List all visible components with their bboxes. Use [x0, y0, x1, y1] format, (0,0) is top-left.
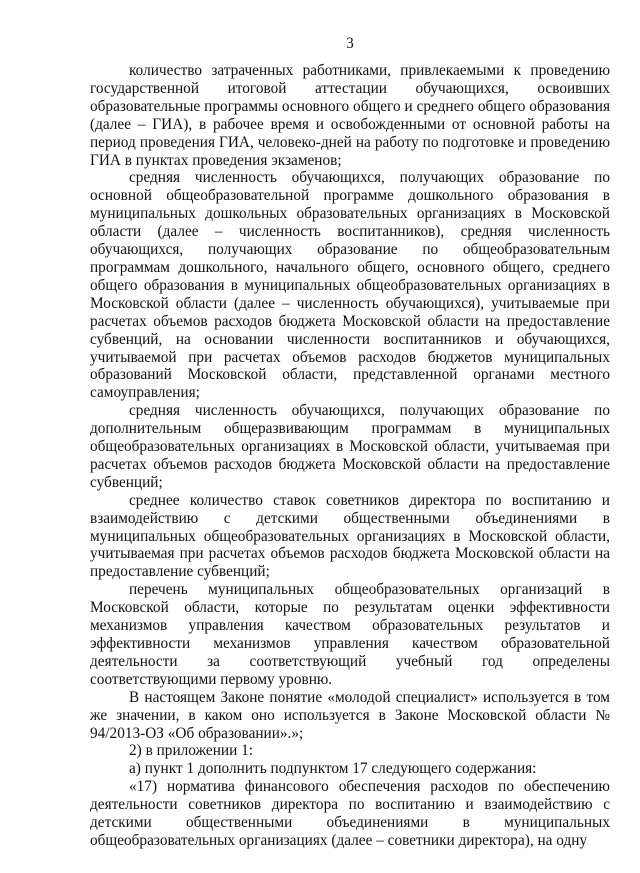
page-number: 3 [346, 35, 354, 52]
paragraph-gia-workdays: количество затраченных работниками, привлекаемыми к проведению государственной итоговой аттестации обучающихся, освоивших образовательные программы основного общего и среднего общего образования (далее – ГИА), в рабочее время и освобожденными от основной работы на период проведения ГИА, человеко-дней на работу по подготовке и проведению ГИА в пунктах проведения экзаменов; [90, 62, 610, 169]
paragraph-average-pupils: средняя численность обучающихся, получающих образование по основной общеобразовательной программе дошкольного образования в муниципальных дошкольных образовательных организациях в Московской области (далее – численность воспитанников), средняя численность обучающихся, получающих образование по общеобразовательным программам дошкольного, начального общего, основного общего, среднего общего образования в муниципальных общеобразовательных организациях в Московской области (далее – численность обучающихся), учитываемые при расчетах объемов расходов бюджета Московской области на предоставление субвенций, на основании численности воспитанников и обучающихся, учитываемой при расчетах объемов расходов бюджетов муниципальных образований Московской области, представленной органами местного самоуправления; [90, 169, 610, 402]
paragraph-additional-programs: средняя численность обучающихся, получающих образование по дополнительным общеразвивающим программам в муниципальных общеобразовательных организациях в Московской области, учитываемая при расчетах объемов расходов бюджета Московской области на предоставление субвенций; [90, 402, 610, 491]
document-page [90, 0, 610, 850]
paragraph-organizations-list: перечень муниципальных общеобразовательных организаций в Московской области, которые по результатам оценки эффективности механизмов управления качеством образовательных результатов и эффективности механизмов управления качеством образовательной деятельности за соответствующий учебный год определены соответствующими первому уровню. [90, 581, 610, 688]
paragraph-young-specialist: В настоящем Законе понятие «молодой специалист» используется в том же значении, в каком оно используется в Законе Московской области № 94/2013-ОЗ «Об образовании».»; [90, 688, 610, 742]
paragraph-appendix-1: 2) в приложении 1: [129, 742, 253, 760]
paragraph-advisor-rates: среднее количество ставок советников директора по воспитанию и взаимодействию с детскими общественными объединениями в муниципальных общеобразовательных организациях в Московской области, учитываемая при расчетах объемов расходов бюджета Московской области на предоставление субвенций; [90, 491, 610, 581]
paragraph-subitem-a: а) пункт 1 дополнить подпунктом 17 следующего содержания: [129, 760, 537, 778]
paragraph-item-17: «17) норматива финансового обеспечения расходов по обеспечению деятельности советников директора по воспитанию и взаимодействию с детскими общественными объединениями в муниципальных общеобразовательных организациях (далее – советники директора), на одну [90, 778, 610, 849]
